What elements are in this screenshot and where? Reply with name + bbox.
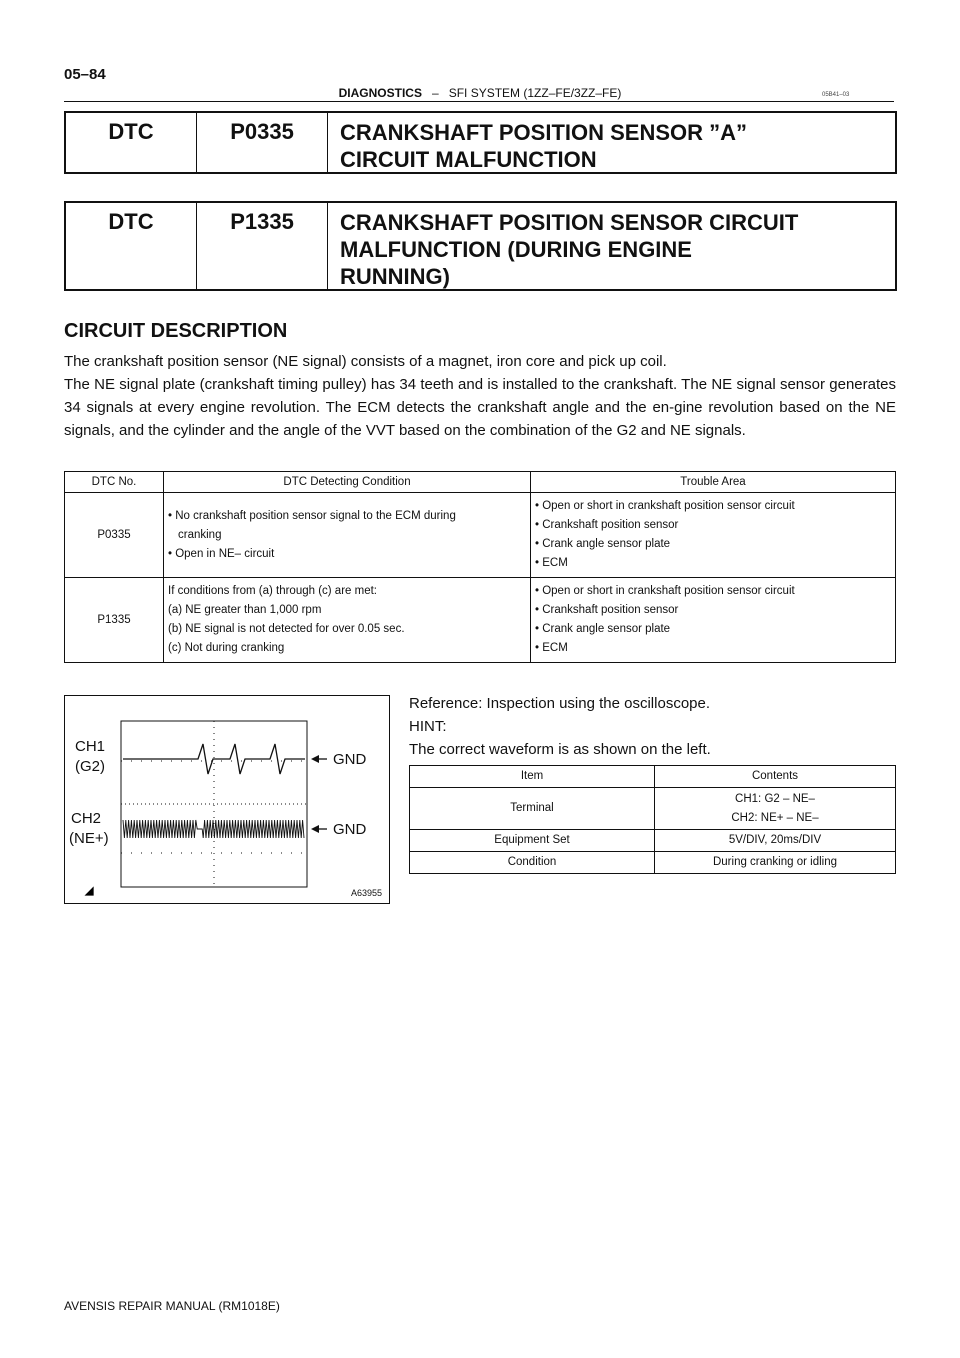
dtc-title-line: CRANKSHAFT POSITION SENSOR CIRCUIT <box>340 210 799 235</box>
gnd-arrows <box>311 755 327 833</box>
area-line: • Crank angle sensor plate <box>535 538 671 550</box>
running-header <box>0 86 960 100</box>
condition-line: If conditions from (a) through (c) are met: <box>168 585 377 597</box>
dtc-label: DTC <box>66 113 197 172</box>
contents-cell: During cranking or idling <box>655 852 896 874</box>
gnd-label-ch2: GND <box>333 821 367 838</box>
dtc-title-line: CIRCUIT MALFUNCTION <box>340 147 597 172</box>
contents-line: CH2: NE+ – NE– <box>731 811 819 824</box>
condition-line: (a) NE greater than 1,000 rpm <box>168 604 322 616</box>
header-section: DIAGNOSTICS <box>338 86 422 100</box>
paragraph-1: The crankshaft position sensor (NE signal) consists of a magnet, iron core and pick up coil. <box>64 353 667 370</box>
table-row <box>65 493 896 578</box>
reference-line: Reference: Inspection using the oscilloscope. <box>409 695 711 712</box>
table-row <box>65 578 896 663</box>
trouble-area <box>531 493 896 578</box>
condition-line: cranking <box>178 528 222 541</box>
col-header: DTC Detecting Condition <box>164 472 531 493</box>
ch2-sublabel: (NE+) <box>69 830 109 847</box>
condition-line: (c) Not during cranking <box>168 642 285 654</box>
dtc-table <box>64 471 896 663</box>
dtc-title <box>328 113 895 172</box>
contents-line: CH1: G2 – NE– <box>735 792 815 805</box>
area-line: • Crankshaft position sensor <box>535 604 679 616</box>
oscilloscope-figure <box>64 695 390 904</box>
ch1-label: CH1 <box>75 738 106 755</box>
area-line: • Open or short in crankshaft position sensor circuit <box>535 585 795 597</box>
dtc-title-line: MALFUNCTION (DURING ENGINE <box>340 237 692 262</box>
dtc-no: P1335 <box>65 578 164 663</box>
gnd-arrow-icon <box>311 825 319 833</box>
contents-cell <box>655 788 896 830</box>
condition-line: (b) NE signal is not detected for over 0.05 sec. <box>168 623 405 635</box>
item-cell: Condition <box>410 852 655 874</box>
col-header: DTC No. <box>65 472 164 493</box>
table-row <box>410 830 896 852</box>
area-line: • ECM <box>535 642 568 654</box>
item-cell: Equipment Set <box>410 830 655 852</box>
detect-condition <box>164 493 531 578</box>
hint-label: HINT: <box>409 718 447 735</box>
table-row <box>410 788 896 830</box>
condition-line: • Open in NE– circuit <box>168 547 275 560</box>
area-line: • ECM <box>535 557 568 569</box>
figure-id: A63955 <box>351 888 383 898</box>
dtc-box-p0335 <box>64 111 897 174</box>
gnd-label-ch1: GND <box>333 751 367 768</box>
table-header-row <box>65 472 896 493</box>
dtc-title <box>328 203 895 289</box>
col-header: Item <box>410 766 655 788</box>
area-line: • Crankshaft position sensor <box>535 519 679 531</box>
waveform-drawing <box>65 696 389 903</box>
doc-code: 05B41–03 <box>822 92 850 98</box>
dtc-label: DTC <box>66 203 197 289</box>
condition-line: • No crankshaft position sensor signal to the ECM during <box>168 509 456 522</box>
col-header: Trouble Area <box>531 472 896 493</box>
logo-icon: ◢ <box>85 885 94 897</box>
page-number: 05–84 <box>64 66 106 83</box>
table-row <box>410 852 896 874</box>
trouble-area <box>531 578 896 663</box>
dtc-title-line: CRANKSHAFT POSITION SENSOR ”A” <box>340 120 748 145</box>
dtc-title-line: RUNNING) <box>340 264 450 289</box>
col-header: Contents <box>655 766 896 788</box>
dtc-box-p1335 <box>64 201 897 291</box>
table-header-row <box>410 766 896 788</box>
dtc-code: P0335 <box>197 113 328 172</box>
area-line: • Open or short in crankshaft position sensor circuit <box>535 500 795 512</box>
oscilloscope-table <box>409 765 896 874</box>
section-title: CIRCUIT DESCRIPTION <box>64 320 288 342</box>
ch2-label: CH2 <box>71 810 102 827</box>
reference-note: The correct waveform is as shown on the left. <box>409 741 711 758</box>
contents-cell: 5V/DIV, 20ms/DIV <box>655 830 896 852</box>
header-dash: – <box>431 86 439 100</box>
header-rule <box>64 101 894 102</box>
ch1-sublabel: (G2) <box>75 758 105 775</box>
area-line: • Crank angle sensor plate <box>535 623 671 635</box>
paragraph-2: The NE signal plate (crankshaft timing pulley) has 34 teeth and is installed to the crankshaft. The NE signal sensor generates 34 signals at every engine revolution. The ECM detects the crankshaft angle and the en-gine revolution based on the NE signals, and the cylinder and the angle of the VVT based on the combination of the G2 and NE signals. <box>64 376 896 439</box>
detect-condition <box>164 578 531 663</box>
header-subsection: SFI SYSTEM (1ZZ–FE/3ZZ–FE) <box>448 86 622 100</box>
gnd-arrow-icon <box>311 755 319 763</box>
dtc-no: P0335 <box>65 493 164 578</box>
item-cell: Terminal <box>410 788 655 830</box>
dtc-code: P1335 <box>197 203 328 289</box>
footer-manual-title: AVENSIS REPAIR MANUAL (RM1018E) <box>64 1299 280 1313</box>
